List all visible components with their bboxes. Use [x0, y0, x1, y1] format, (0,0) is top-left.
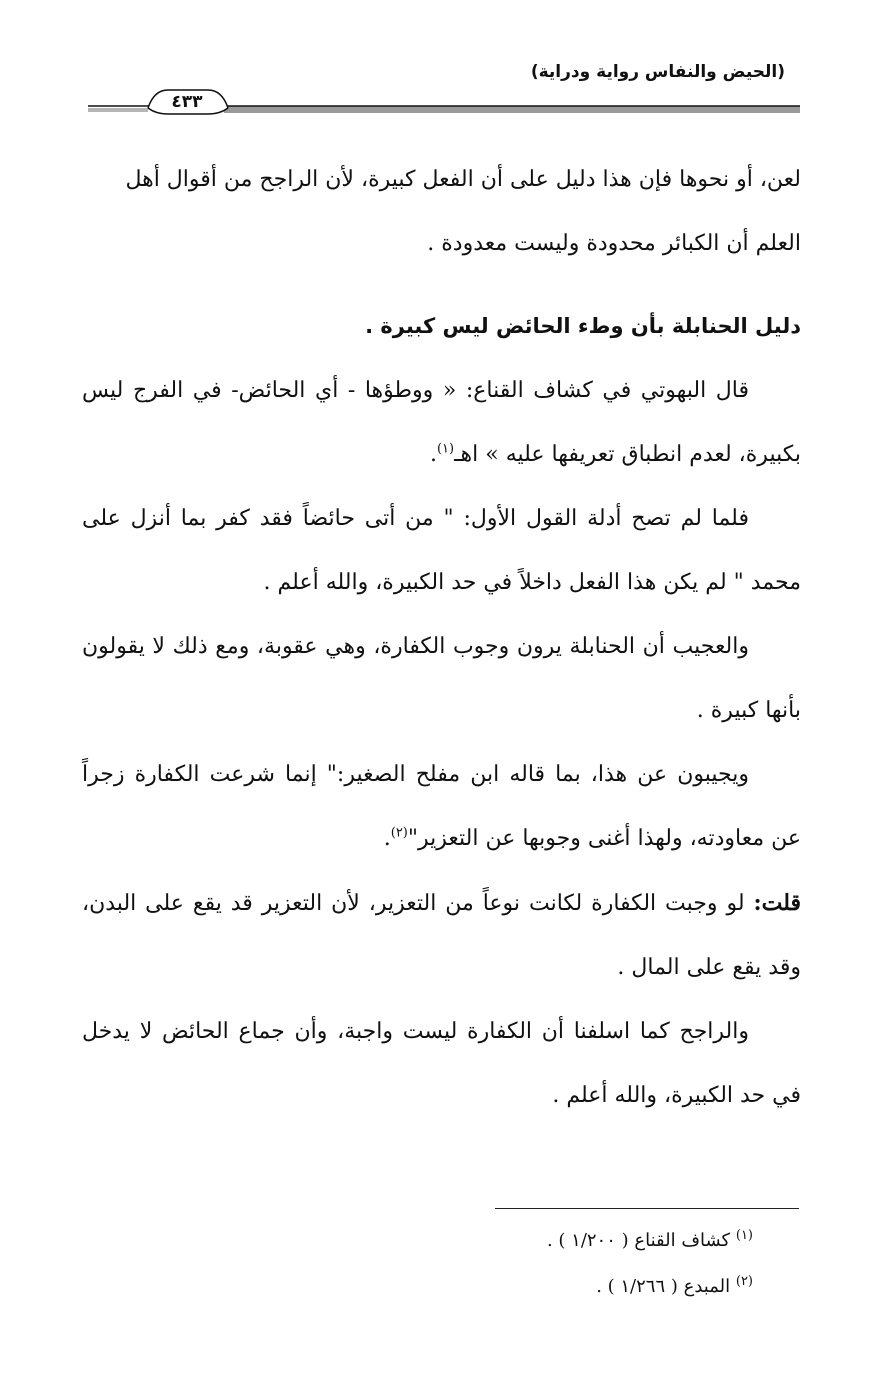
- paragraph-2-text: قال البهوتي في كشاف القناع: « ووطؤها - أي الحائض- في الفرج ليس بكبيرة، لعدم انطباق تعريفها عليه » اهـ: [82, 378, 801, 467]
- section-heading: [82, 294, 801, 359]
- paragraph-1: [82, 148, 801, 276]
- paragraph-6-text: لو وجبت الكفارة لكانت نوعاً من التعزير، لأن التعزير قد يقع على البدن، وقد يقع على المال .: [82, 891, 801, 980]
- paragraph-5-end: .: [383, 826, 391, 851]
- main-text: [82, 148, 801, 1128]
- section-heading-text: دليل الحنابلة بأن وطء الحائض ليس كبيرة .: [365, 314, 801, 338]
- footnote-1: [547, 1218, 753, 1264]
- paragraph-3: [82, 487, 801, 615]
- paragraph-3-text: فلما لم تصح أدلة القول الأول: " من أتى حائضاً فقد كفر بما أنزل على محمد " لم يكن هذا الفعل داخلاً في حد الكبيرة، والله أعلم .: [82, 506, 801, 595]
- paragraph-2-end: .: [429, 442, 437, 467]
- footnote-2-marker: (٢): [735, 1274, 753, 1289]
- footnotes: [547, 1218, 753, 1310]
- paragraph-1-line-2: العلم أن الكبائر محدودة وليست معدودة .: [427, 231, 801, 256]
- paragraph-5-text: ويجيبون عن هذا، بما قاله ابن مفلح الصغير:" إنما شرعت الكفارة زجراً عن معاودته، ولهذا أغنى وجوبها عن التعزير": [82, 762, 801, 851]
- paragraph-7: [82, 1000, 801, 1128]
- footnote-1-text: كشاف القناع ( ١/٢٠٠ ) .: [546, 1230, 731, 1251]
- paragraph-4-text: والعجيب أن الحنابلة يرون وجوب الكفارة، وهي عقوبة، ومع ذلك لا يقولون بأنها كبيرة .: [82, 634, 801, 723]
- paragraph-6: [82, 871, 801, 1000]
- paragraph-6-label: قلت:: [753, 890, 801, 916]
- running-title: (الحيض والنفاس رواية ودراية): [530, 62, 785, 82]
- footnote-2: [547, 1264, 753, 1310]
- footnote-2-text: المبدع ( ١/٢٦٦ ) .: [596, 1276, 731, 1297]
- paragraph-4: [82, 615, 801, 743]
- footnote-separator: [495, 1208, 799, 1209]
- footnote-ref-2: (٢): [390, 825, 408, 841]
- paragraph-1-line-1: لعن، أو نحوها فإن هذا دليل على أن الفعل كبيرة، لأن الراجح من أقوال أهل: [125, 167, 801, 192]
- paragraph-2: [82, 359, 801, 487]
- paragraph-5: [82, 743, 801, 871]
- page-number: ٤٣٣: [171, 92, 203, 112]
- paragraph-7-text: والراجح كما اسلفنا أن الكفارة ليست واجبة، وأن جماع الحائض لا يدخل في حد الكبيرة، والله أعلم .: [82, 1019, 801, 1108]
- footnote-1-marker: (١): [735, 1228, 753, 1243]
- footnote-ref-1: (١): [436, 441, 455, 457]
